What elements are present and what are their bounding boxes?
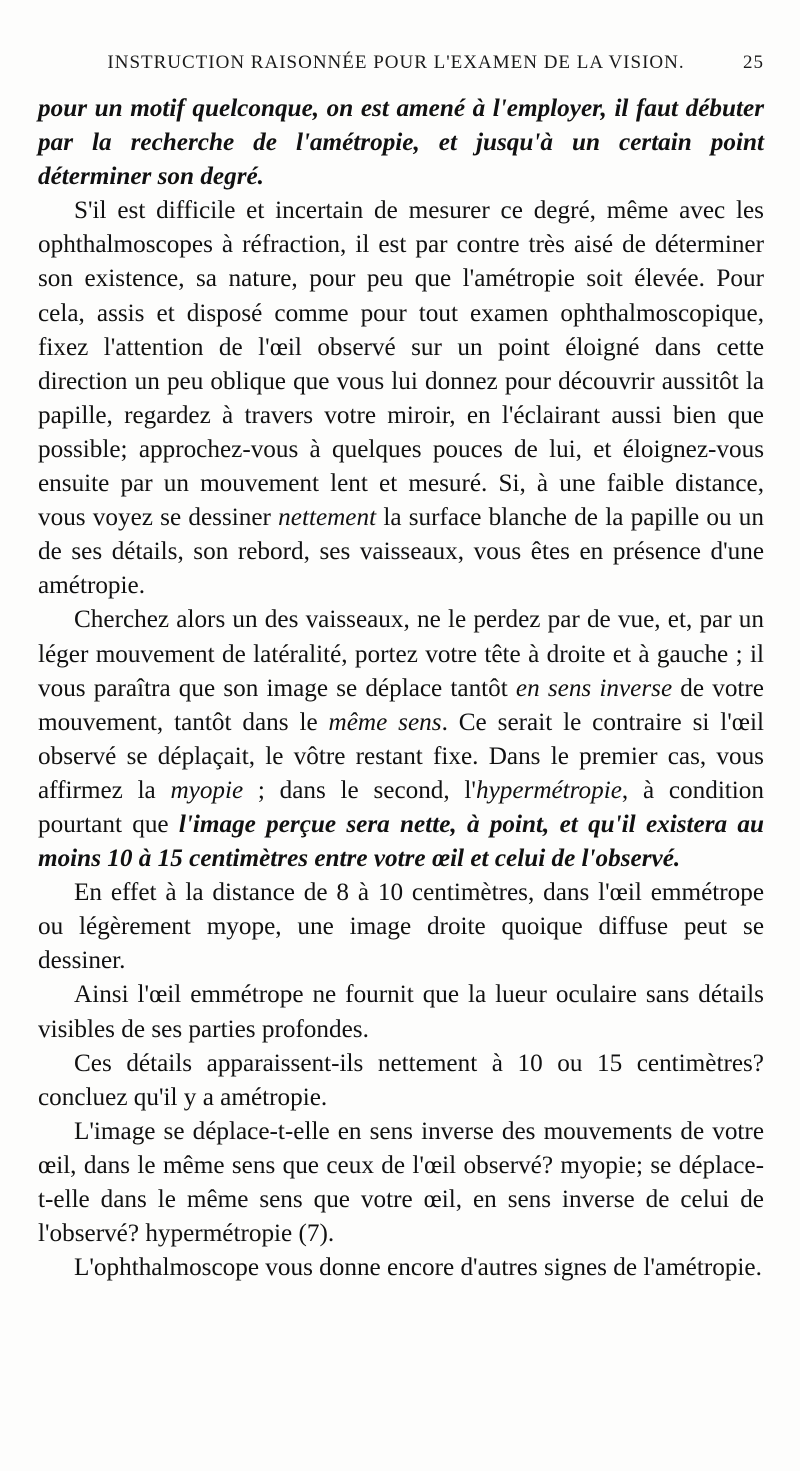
paragraph (38, 92, 764, 194)
paragraph-text: , à condition pourtant que (38, 776, 764, 838)
italic-text: nettement (278, 504, 377, 532)
paragraph (38, 978, 764, 1046)
paragraph-text: S'il est difficile et incertain de mesurer ce degré, même avec les ophthalmoscopes à réfraction, il est par contre très aisé de déterminer son existence, sa nature, pour peu que l'amétropie soit élevée. Pour cela, assis et disposé comme pour tout examen ophthalmoscopique, fixez l'attention de l'œil observé sur un point éloigné dans cette direction un peu oblique que vous lui donnez pour découvrir aussitôt la papille, regardez à travers votre miroir, en l'éclairant aussi bien que possible; approchez-vous à quelques pouces de lui, et éloignez-vous ensuite par un mouvement lent et mesuré. Si, à une faible distance, vous voyez se dessiner (38, 197, 764, 532)
body-text (38, 92, 764, 1285)
italic-text: même sens (328, 708, 442, 736)
paragraph (38, 1047, 764, 1115)
paragraph (38, 194, 764, 603)
paragraph-text: de votre mouvement, tantôt dans le (38, 674, 764, 736)
paragraph-text: L'ophthalmoscope vous donne encore d'autres signes de l'amétropie. (74, 1254, 762, 1282)
paragraph-text: L'image se déplace-t-elle en sens inverse des mouvements de votre œil, dans le même sens que ceux de l'œil observé? myopie; se déplace-t-elle dans le même sens que votre œil, en sens inverse de celui de l'observé? hypermétropie (7). (38, 1117, 764, 1248)
italic-text: myopie (170, 776, 244, 804)
paragraph-text: . Ce serait le contraire si l'œil observé se déplaçait, le vôtre restant fixe. Dans le premier cas, vous affirmez la (38, 708, 764, 804)
running-head-title: INSTRUCTION RAISONNÉE POUR L'EXAMEN DE LA VISION. (107, 52, 685, 73)
paragraph (38, 603, 764, 876)
paragraph (38, 876, 764, 978)
paragraph-text: Ainsi l'œil emmétrope ne fournit que la lueur oculaire sans détails visibles de ses parties profondes. (38, 981, 764, 1043)
paragraph-text: Ces détails apparaissent-ils nettement à 10 ou 15 centimètres? concluez qu'il y a amétropie. (38, 1049, 764, 1111)
paragraph-text: ; dans le second, l' (243, 776, 476, 804)
paragraph (38, 1115, 764, 1251)
running-head (38, 52, 764, 92)
italic-text: hypermétropie (475, 776, 622, 804)
paragraph-text: En effet à la distance de 8 à 10 centimètres, dans l'œil emmétrope ou légèrement myope, une image droite quoique diffuse peut se dessiner. (38, 879, 764, 975)
italic-text: en sens inverse (515, 674, 673, 702)
bold-italic-text: pour un motif quelconque, on est amené à l'employer, il faut débuter par la recherche de l'amétropie, et jusqu'à un certain point déterminer son degré. (38, 95, 764, 191)
paragraph (38, 1251, 764, 1285)
paragraph-text: la surface blanche de la papille ou un de ses détails, son rebord, ses vaisseaux, vous êtes en présence d'une amétropie. (38, 504, 764, 600)
bold-italic-text: l'image perçue sera nette, à point, et qu'il existera au moins 10 à 15 centimètres entre votre œil et celui de l'observé. (38, 810, 764, 873)
page-number: 25 (743, 52, 764, 73)
paragraph-text: Cherchez alors un des vaisseaux, ne le perdez par de vue, et, par un léger mouvement de latéralité, portez votre tête à droite et à gauche ; il vous paraîtra que son image se déplace tantôt (38, 606, 764, 702)
